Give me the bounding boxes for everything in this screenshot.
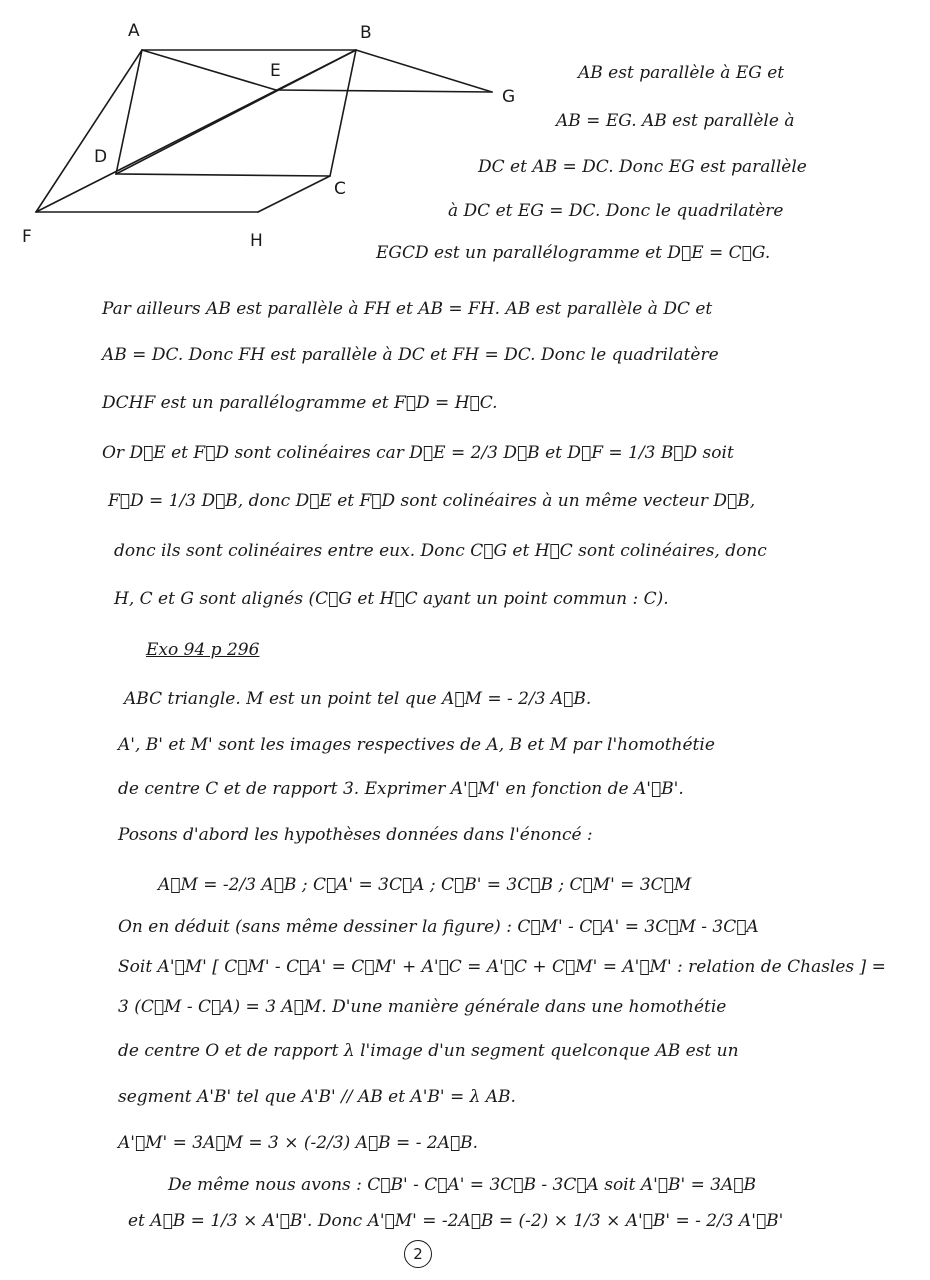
text-line: et A⃗B = 1/3 × A'⃗B'. Donc A'⃗M' = -2A⃗B = (-2) × 1/3 × A'⃗B' = - 2/3 A'⃗B' (128, 1211, 784, 1231)
segment-DC (116, 174, 330, 176)
segment-EG (276, 90, 492, 92)
text-line: AB = EG. AB est parallèle à (556, 111, 795, 131)
text-line: à DC et EG = DC. Donc le quadrilatère (448, 201, 784, 221)
segment-BC (330, 50, 356, 176)
text-line: donc ils sont colinéaires entre eux. Donc C⃗G et H⃗C sont colinéaires, donc (114, 541, 767, 561)
text-line: EGCD est un parallélogramme et D⃗E = C⃗G. (376, 243, 771, 263)
text-line: AB est parallèle à EG et (578, 63, 785, 83)
segment-BG (356, 50, 492, 92)
text-line: Par ailleurs AB est parallèle à FH et AB = FH. AB est parallèle à DC et (102, 299, 713, 319)
text-line: de centre C et de rapport 3. Exprimer A'⃗M' en fonction de A'⃗B'. (118, 779, 684, 799)
text-line: Posons d'abord les hypothèses données dans l'énoncé : (118, 825, 593, 845)
text-line: De même nous avons : C⃗B' - C⃗A' = 3C⃗B - 3C⃗A soit A'⃗B' = 3A⃗B (168, 1175, 757, 1195)
label-D: D (94, 147, 108, 167)
text-line: AB = DC. Donc FH est parallèle à DC et FH = DC. Donc le quadrilatère (102, 345, 719, 365)
text-line: Or D⃗E et F⃗D sont colinéaires car D⃗E = 2/3 D⃗B et D⃗F = 1/3 B⃗D soit (102, 443, 734, 463)
label-G: G (502, 87, 516, 107)
text-line: A', B' et M' sont les images respectives de A, B et M par l'homothétie (118, 735, 715, 755)
text-line: 3 (C⃗M - C⃗A) = 3 A⃗M. D'une manière générale dans une homothétie (118, 997, 727, 1017)
text-line: Soit A'⃗M' [ C⃗M' - C⃗A' = C⃗M' + A'⃗C = A'⃗C + C⃗M' = A'⃗M' : relation de Chasles ] = (118, 957, 886, 977)
segment-AE (142, 50, 276, 90)
text-line: de centre O et de rapport λ l'image d'un segment quelconque AB est un (118, 1041, 739, 1061)
text-line: ABC triangle. M est un point tel que A⃗M = - 2/3 A⃗B. (124, 689, 592, 709)
text-line: DC et AB = DC. Donc EG est parallèle (478, 157, 807, 177)
segment-AF (36, 50, 142, 212)
label-C: C (334, 179, 346, 199)
segment-DB (116, 50, 356, 174)
text-line: On en déduit (sans même dessiner la figure) : C⃗M' - C⃗A' = 3C⃗M - 3C⃗A (118, 917, 759, 937)
exercise-heading: Exo 94 p 296 (146, 640, 260, 660)
label-B: B (360, 23, 372, 43)
label-A: A (128, 21, 140, 41)
segment-HC (258, 176, 330, 212)
label-F: F (22, 227, 32, 247)
label-E: E (270, 61, 281, 81)
text-line: A⃗M = -2/3 A⃗B ; C⃗A' = 3C⃗A ; C⃗B' = 3C⃗B ; C⃗M' = 3C⃗M (158, 875, 692, 895)
text-line: DCHF est un parallélogramme et F⃗D = H⃗C. (102, 393, 498, 413)
text-line: H, C et G sont alignés (C⃗G et H⃗C ayant un point commun : C). (114, 589, 669, 609)
text-line: F⃗D = 1/3 D⃗B, donc D⃗E et F⃗D sont colinéaires à un même vecteur D⃗B, (108, 491, 756, 511)
label-H: H (250, 231, 263, 251)
geometry-figure (20, 20, 540, 260)
page-number: 2 (404, 1240, 432, 1268)
text-line: A'⃗M' = 3A⃗M = 3 × (-2/3) A⃗B = - 2A⃗B. (118, 1133, 479, 1153)
text-line: segment A'B' tel que A'B' // AB et A'B' = λ AB. (118, 1087, 516, 1107)
